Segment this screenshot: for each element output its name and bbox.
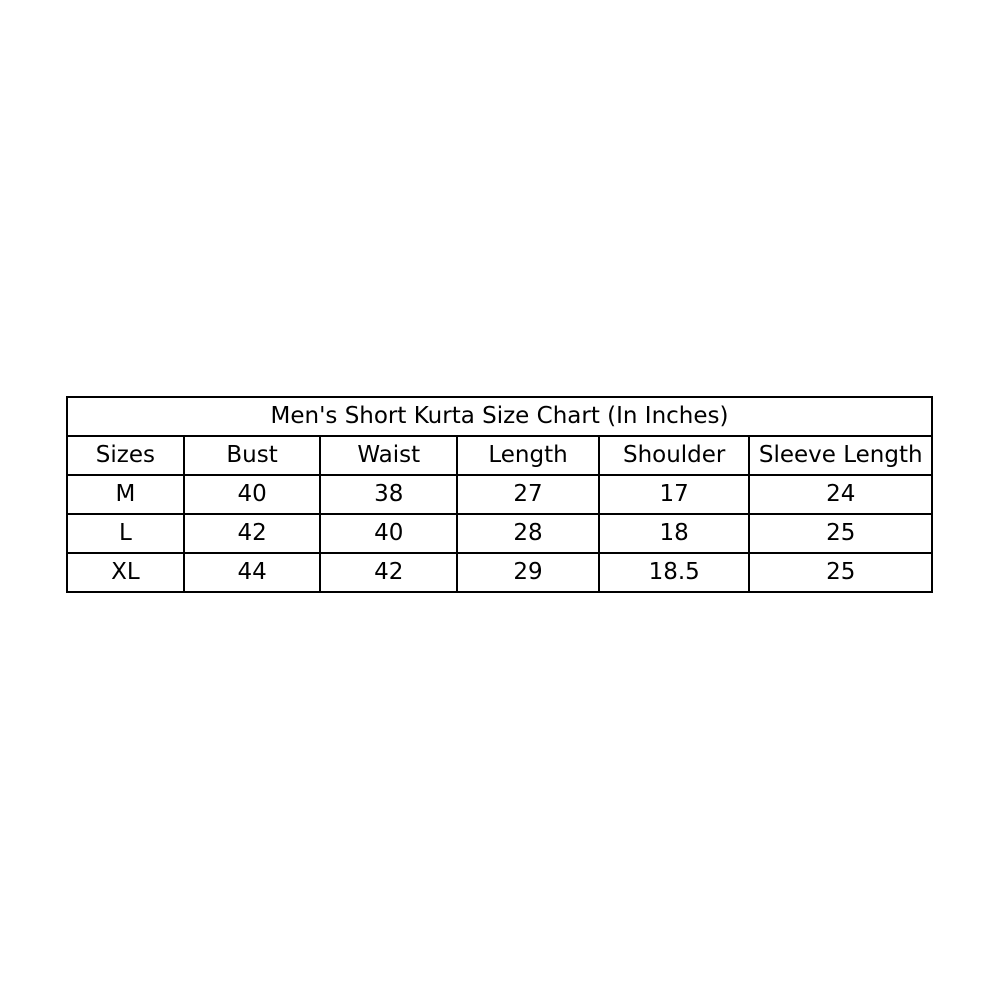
table-row bbox=[67, 553, 932, 592]
table-row bbox=[67, 514, 932, 553]
cell-shoulder: 18 bbox=[599, 514, 750, 553]
size-chart-table bbox=[66, 396, 933, 593]
cell-size: XL bbox=[67, 553, 184, 592]
table-row bbox=[67, 475, 932, 514]
table-header-row bbox=[67, 436, 932, 475]
column-header-sleeve-length: Sleeve Length bbox=[749, 436, 932, 475]
cell-length: 29 bbox=[457, 553, 599, 592]
column-header-bust: Bust bbox=[184, 436, 321, 475]
cell-waist: 42 bbox=[320, 553, 457, 592]
cell-waist: 38 bbox=[320, 475, 457, 514]
cell-shoulder: 17 bbox=[599, 475, 750, 514]
cell-length: 28 bbox=[457, 514, 599, 553]
cell-bust: 44 bbox=[184, 553, 321, 592]
column-header-sizes: Sizes bbox=[67, 436, 184, 475]
cell-length: 27 bbox=[457, 475, 599, 514]
cell-bust: 42 bbox=[184, 514, 321, 553]
cell-shoulder: 18.5 bbox=[599, 553, 750, 592]
cell-size: L bbox=[67, 514, 184, 553]
column-header-length: Length bbox=[457, 436, 599, 475]
chart-title: Men's Short Kurta Size Chart (In Inches) bbox=[67, 397, 932, 436]
cell-sleeve-length: 25 bbox=[749, 553, 932, 592]
cell-sleeve-length: 24 bbox=[749, 475, 932, 514]
cell-sleeve-length: 25 bbox=[749, 514, 932, 553]
table-title-row bbox=[67, 397, 932, 436]
cell-bust: 40 bbox=[184, 475, 321, 514]
column-header-waist: Waist bbox=[320, 436, 457, 475]
column-header-shoulder: Shoulder bbox=[599, 436, 750, 475]
cell-size: M bbox=[67, 475, 184, 514]
cell-waist: 40 bbox=[320, 514, 457, 553]
size-chart-container bbox=[66, 396, 933, 593]
